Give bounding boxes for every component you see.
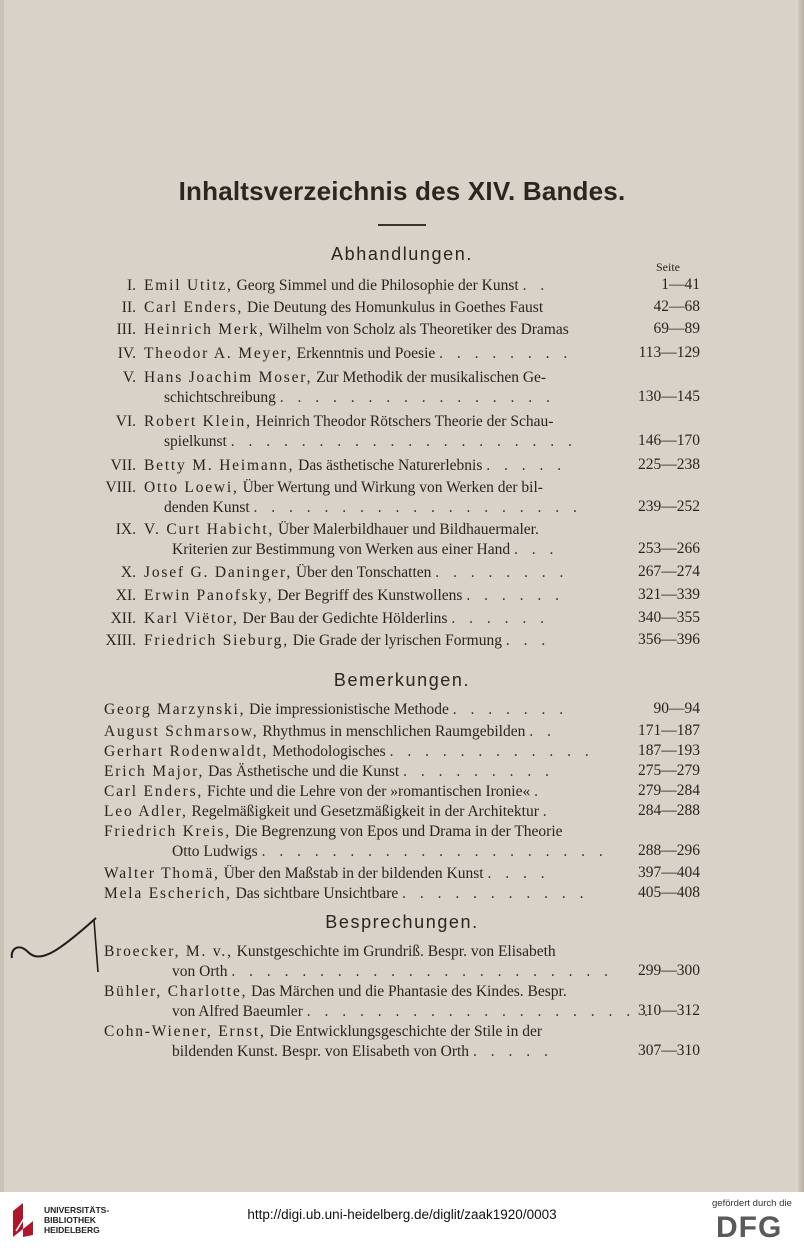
toc-entry-continuation: bildenden Kunst. Bespr. von Elisabeth von Orth . . . . . [172,1043,553,1060]
toc-pages: 284—288 [638,802,700,819]
toc-pages: 171—187 [638,722,700,739]
toc-entry-continuation: spielkunst . . . . . . . . . . . . . . . . . . . . [164,433,577,450]
toc-pages: 90—94 [653,700,700,717]
toc-pages: 42—68 [653,298,700,315]
toc-entry: Friedrich Kreis, Die Begrenzung von Epos und Drama in der Theorie [104,823,563,840]
toc-pages: 299—300 [638,962,700,979]
toc-pages: 187—193 [638,742,700,759]
toc-pages: 405—408 [638,884,700,901]
pencil-mark [6,912,106,972]
toc-entry-continuation: Otto Ludwigs . . . . . . . . . . . . . . . . . . . . [172,843,608,860]
toc-pages: 253—266 [638,540,700,557]
toc-entry: Gerhart Rodenwaldt, Methodologisches . . . . . . . . . . . . [104,743,594,760]
library-name: UNIVERSITÄTS- BIBLIOTHEK HEIDELBERG [44,1205,110,1235]
title-divider [378,224,426,226]
toc-entry-continuation: Kriterien zur Bestimmung von Werken aus einer Hand . . . [172,541,559,558]
scanned-page: Inhaltsverzeichnis des XIV. Bandes. Abhandlungen. Seite I. Emil Utitz, Georg Simmel und die Philosophie der Kunst . . 1—41 II. Carl Enders, Die Deutung des Homunkulus in Goethes Faust 42—68 III. Heinrich Merk, Wilhelm von Scholz als Theoretiker des Dramas 69—89 IV. Theodor A. Meyer, Erkenntnis und Poesie . . . . . . . . 113—129 V. Hans Joachim Moser, Zur Methodik der musikalischen Ge- schichtschreibung . . . . . . . . . . . . . . . . 130—145 VI. Robert Klein, Heinrich Theodor Rötschers Theorie der Schau- spielkunst . . . . . . . . . . . . . . . . . . . . 146—170 VII. Betty M. Heimann, Das ästhetische Naturerlebnis . . . . . 225—238 VIII. Otto Loewi, Über Wertung und Wirkung von Werken der bil- denden Kunst . . . . . . . . . . . . . . . . . . . 239—252 IX. V. Curt Habicht, Über Malerbildhauer und Bildhauermaler. Kriterien zur Bestimmung von Werken aus einer Hand . . . 253—266 X. Josef G. Daninger, Über den Tonschatten . . . . . . . . 267—274 XI. Erwin Panofsky, Der Begriff des Kunstwollens . . . . . . 321—339 XII. Karl Viëtor, Der Bau der Gedichte Hölderlins . . . . . . 340—355 XIII. Friedrich Sieburg, Die Grade der lyrischen Formung . . . 356—396 Bemerkungen. Georg Marzynski, Die impressionistische Methode . . . . . . . 90—94 August Schmarsow, Rhythmus in menschlichen Raumgebilden . . 171—187 Gerhart Rodenwaldt, Methodologisches . . . . . . . . . . . . 187—193 Erich Major, Das Ästhetische und die Kunst . . . . . . . . . 275—279 Carl Enders, Fichte und die Lehre von der »romantischen Ironie« . 279—284 Leo Adler, Regelmäßigkeit und Gesetzmäßigkeit in der Architektur . 284—288 Friedrich Kreis, Die Begrenzung von Epos und Drama in der Theorie Otto Ludwigs . . . . . . . . . . . . . . . . . . . . 288—296 Walter Thomä, Über den Maßstab in der bildenden Kunst . . . . 397—404 Mela Escherich, Das sichtbare Unsichtbare . . . . . . . . . . . 405—408 Besprechungen. Broecker, M. v., Kunstgeschichte im Grundriß. Bespr. von Elisabeth von Orth . . . . . . . . . . . . . . . . . . . . . . 299—300 Bühler, Charlotte, Das Märchen und die Phantasie des Kindes. Bespr. von Alfred Baeumler . . . . . . . . . . . . . . . . . . . . 310—312 Cohn-Wiener, Ernst, Die Entwicklungsgeschichte der Stile in der bildenden Kunst. Bespr. von Elisabeth von Orth . . . . . 307—310 [0,0,804,1192]
toc-pages: 225—238 [638,456,700,473]
section-heading-besprechungen: Besprechungen. [325,912,479,932]
toc-pages: 267—274 [638,563,700,580]
toc-pages: 275—279 [638,762,700,779]
toc-pages: 69—89 [653,320,700,337]
toc-pages: 340—355 [638,609,700,626]
toc-pages: 321—339 [638,586,700,603]
toc-pages: 146—170 [638,432,700,449]
toc-entry: August Schmarsow, Rhythmus in menschlichen Raumgebilden . . [104,723,556,740]
toc-entry: Cohn-Wiener, Ernst, Die Entwicklungsgeschichte der Stile in der [104,1023,543,1040]
dfg-logo: DFG [716,1211,783,1244]
toc-entry: Walter Thomä, Über den Maßstab in der bildenden Kunst . . . . [104,865,550,882]
toc-entry: Erich Major, Das Ästhetische und die Kunst . . . . . . . . . [104,763,554,780]
toc-entry-continuation: schichtschreibung . . . . . . . . . . . . . . . . [164,389,555,406]
toc-pages: 356—396 [638,631,700,648]
toc-entry: Bühler, Charlotte, Das Märchen und die Phantasie des Kindes. Bespr. [104,983,567,1000]
toc-pages: 279—284 [638,782,700,799]
toc-pages: 288—296 [638,842,700,859]
toc-entry-continuation: denden Kunst . . . . . . . . . . . . . . . . . . . [164,499,582,516]
toc-entry: Georg Marzynski, Die impressionistische Methode . . . . . . . [104,701,569,718]
toc-pages: 113—129 [638,344,700,361]
source-url[interactable]: http://digi.ub.uni-heidelberg.de/diglit/zaak1920/0003 [247,1207,557,1222]
toc-entry-continuation: von Orth . . . . . . . . . . . . . . . . . . . . . . [172,963,614,980]
toc-pages: 307—310 [638,1042,700,1059]
section-heading-bemerkungen: Bemerkungen. [333,670,471,690]
toc-entry: Leo Adler, Regelmäßigkeit und Gesetzmäßigkeit in der Architektur . [104,803,552,820]
section-heading-abhandlungen: Abhandlungen. [331,244,473,264]
toc-pages: 397—404 [638,864,700,881]
toc-pages: 1—41 [661,276,700,293]
toc-entry: Mela Escherich, Das sichtbare Unsichtbare . . . . . . . . . . . [104,885,589,902]
toc-entry: Broecker, M. v., Kunstgeschichte im Grundriß. Bespr. von Elisabeth [104,943,556,960]
toc-pages: 310—312 [638,1002,700,1019]
toc-pages: 239—252 [638,498,700,515]
dfg-funding-label: gefördert durch die [712,1198,792,1209]
page-title: Inhaltsverzeichnis des XIV. Bandes. [178,176,626,206]
toc-entry: Carl Enders, Fichte und die Lehre von der »romantischen Ironie« . [104,783,543,800]
toc-entry-continuation: von Alfred Baeumler . . . . . . . . . . . . . . . . . . . . [172,1003,653,1020]
seite-label: Seite [656,260,680,274]
toc-pages: 130—145 [638,388,700,405]
